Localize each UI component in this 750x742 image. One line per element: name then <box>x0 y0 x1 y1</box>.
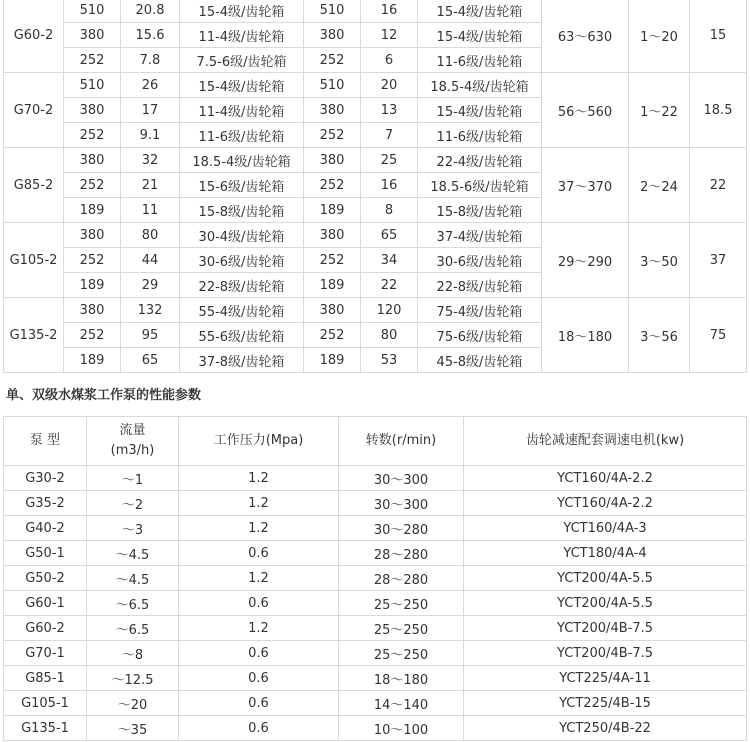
value-cell: 252 <box>304 48 361 73</box>
flow-range-cell: 18～180 <box>542 298 629 373</box>
table-row <box>4 516 747 541</box>
value-cell: 252 <box>304 323 361 348</box>
pressure-range-cell: 1～20 <box>629 0 690 73</box>
table-row <box>4 616 747 641</box>
value-cell: 510 <box>304 0 361 23</box>
value-cell: 80 <box>361 323 418 348</box>
value-cell: 44 <box>121 248 180 273</box>
model-cell: G35-2 <box>4 491 87 516</box>
flow-range-cell: 63～630 <box>542 0 629 73</box>
value-cell: 11-6级/齿轮箱 <box>418 123 542 148</box>
flow-cell: ～6.5 <box>87 616 179 641</box>
value-cell: 252 <box>64 323 121 348</box>
value-cell: 15-4级/齿轮箱 <box>418 23 542 48</box>
motor-cell: YCT160/4A-2.2 <box>464 491 747 516</box>
value-cell: 380 <box>64 23 121 48</box>
value-cell: 18.5-4级/齿轮箱 <box>180 148 304 173</box>
value-cell: 30-6级/齿轮箱 <box>418 248 542 273</box>
table-row <box>4 641 747 666</box>
value-cell: 252 <box>64 248 121 273</box>
model-cell: G135-1 <box>4 716 87 741</box>
value-cell: 80 <box>121 223 180 248</box>
value-cell: 252 <box>64 123 121 148</box>
speed-cell: 10～100 <box>339 716 464 741</box>
pressure-cell: 1.2 <box>179 566 339 591</box>
value-cell: 380 <box>304 23 361 48</box>
motor-cell: YCT160/4A-3 <box>464 516 747 541</box>
speed-cell: 30～300 <box>339 491 464 516</box>
speed-cell: 14～140 <box>339 691 464 716</box>
value-cell: 20.8 <box>121 0 180 23</box>
table-row <box>4 566 747 591</box>
value-cell: 380 <box>304 223 361 248</box>
table-row <box>4 491 747 516</box>
table-row <box>4 541 747 566</box>
table-row <box>4 0 747 23</box>
model-cell: G50-1 <box>4 541 87 566</box>
flow-cell: ～6.5 <box>87 591 179 616</box>
power-cell: 37 <box>690 223 747 298</box>
value-cell: 15-8级/齿轮箱 <box>180 198 304 223</box>
model-cell: G50-2 <box>4 566 87 591</box>
pressure-cell: 1.2 <box>179 491 339 516</box>
flow-cell: ～2 <box>87 491 179 516</box>
value-cell: 8 <box>361 198 418 223</box>
value-cell: 11 <box>121 198 180 223</box>
value-cell: 22 <box>361 273 418 298</box>
value-cell: 22-8级/齿轮箱 <box>180 273 304 298</box>
value-cell: 30-4级/齿轮箱 <box>180 223 304 248</box>
value-cell: 510 <box>64 73 121 98</box>
value-cell: 380 <box>304 98 361 123</box>
value-cell: 16 <box>361 0 418 23</box>
pressure-cell: 1.2 <box>179 516 339 541</box>
power-cell: 15 <box>690 0 747 73</box>
value-cell: 252 <box>304 248 361 273</box>
value-cell: 380 <box>64 223 121 248</box>
value-cell: 11-4级/齿轮箱 <box>180 98 304 123</box>
flow-cell: ～12.5 <box>87 666 179 691</box>
value-cell: 12 <box>361 23 418 48</box>
speed-cell: 25～250 <box>339 591 464 616</box>
value-cell: 15-4级/齿轮箱 <box>418 98 542 123</box>
value-cell: 11-6级/齿轮箱 <box>180 123 304 148</box>
value-cell: 15-4级/齿轮箱 <box>180 73 304 98</box>
value-cell: 9.1 <box>121 123 180 148</box>
motor-cell: YCT225/4A-11 <box>464 666 747 691</box>
value-cell: 11-6级/齿轮箱 <box>418 48 542 73</box>
model-cell: G85-1 <box>4 666 87 691</box>
value-cell: 252 <box>64 173 121 198</box>
table-row <box>4 73 747 98</box>
header-flow <box>87 417 179 466</box>
flow-cell: ～3 <box>87 516 179 541</box>
pressure-range-cell: 1～22 <box>629 73 690 148</box>
speed-cell: 18～180 <box>339 666 464 691</box>
pressure-cell: 0.6 <box>179 666 339 691</box>
value-cell: 22-4级/齿轮箱 <box>418 148 542 173</box>
value-cell: 20 <box>361 73 418 98</box>
value-cell: 15.6 <box>121 23 180 48</box>
flow-range-cell: 37～370 <box>542 148 629 223</box>
value-cell: 17 <box>121 98 180 123</box>
value-cell: 13 <box>361 98 418 123</box>
value-cell: 16 <box>361 173 418 198</box>
value-cell: 380 <box>304 298 361 323</box>
value-cell: 7 <box>361 123 418 148</box>
pump-performance-table-top <box>3 0 747 373</box>
motor-cell: YCT250/4B-22 <box>464 716 747 741</box>
value-cell: 189 <box>64 198 121 223</box>
model-cell: G70-2 <box>4 73 64 148</box>
model-cell: G70-1 <box>4 641 87 666</box>
value-cell: 189 <box>304 348 361 373</box>
speed-cell: 30～280 <box>339 516 464 541</box>
power-cell: 18.5 <box>690 73 747 148</box>
pressure-cell: 0.6 <box>179 591 339 616</box>
value-cell: 252 <box>304 123 361 148</box>
value-cell: 510 <box>64 0 121 23</box>
value-cell: 252 <box>64 48 121 73</box>
pressure-cell: 0.6 <box>179 641 339 666</box>
value-cell: 32 <box>121 148 180 173</box>
header-speed: 转数(r/min) <box>339 417 464 466</box>
flow-range-cell: 56～560 <box>542 73 629 148</box>
speed-cell: 25～250 <box>339 616 464 641</box>
speed-cell: 28～280 <box>339 541 464 566</box>
value-cell: 15-8级/齿轮箱 <box>418 198 542 223</box>
value-cell: 18.5-4级/齿轮箱 <box>418 73 542 98</box>
value-cell: 22-8级/齿轮箱 <box>418 273 542 298</box>
model-cell: G60-2 <box>4 0 64 73</box>
table-header-row <box>4 417 747 466</box>
value-cell: 15-6级/齿轮箱 <box>180 173 304 198</box>
table-row <box>4 591 747 616</box>
value-cell: 380 <box>64 298 121 323</box>
model-cell: G60-1 <box>4 591 87 616</box>
value-cell: 55-6级/齿轮箱 <box>180 323 304 348</box>
flow-cell: ～35 <box>87 716 179 741</box>
value-cell: 45-8级/齿轮箱 <box>418 348 542 373</box>
table-row <box>4 691 747 716</box>
motor-cell: YCT225/4B-15 <box>464 691 747 716</box>
model-cell: G60-2 <box>4 616 87 641</box>
value-cell: 189 <box>304 273 361 298</box>
value-cell: 75-6级/齿轮箱 <box>418 323 542 348</box>
value-cell: 380 <box>304 148 361 173</box>
speed-cell: 30～300 <box>339 466 464 491</box>
table-row <box>4 666 747 691</box>
value-cell: 189 <box>304 198 361 223</box>
motor-cell: YCT180/4A-4 <box>464 541 747 566</box>
pressure-cell: 0.6 <box>179 716 339 741</box>
value-cell: 189 <box>64 348 121 373</box>
motor-cell: YCT160/4A-2.2 <box>464 466 747 491</box>
value-cell: 29 <box>121 273 180 298</box>
value-cell: 34 <box>361 248 418 273</box>
power-cell: 22 <box>690 148 747 223</box>
model-cell: G40-2 <box>4 516 87 541</box>
value-cell: 37-8级/齿轮箱 <box>180 348 304 373</box>
header-motor: 齿轮减速配套调速电机(kw) <box>464 417 747 466</box>
flow-cell: ～4.5 <box>87 566 179 591</box>
value-cell: 132 <box>121 298 180 323</box>
flow-cell: ～1 <box>87 466 179 491</box>
value-cell: 30-6级/齿轮箱 <box>180 248 304 273</box>
pressure-range-cell: 3～50 <box>629 223 690 298</box>
header-flow-line2: (m3/h) <box>110 443 155 458</box>
table-row <box>4 298 747 323</box>
value-cell: 95 <box>121 323 180 348</box>
model-cell: G85-2 <box>4 148 64 223</box>
value-cell: 120 <box>361 298 418 323</box>
value-cell: 55-4级/齿轮箱 <box>180 298 304 323</box>
model-cell: G105-2 <box>4 223 64 298</box>
section-title: 单、双级水煤浆工作泵的性能参数 <box>6 388 202 403</box>
value-cell: 252 <box>304 173 361 198</box>
value-cell: 15-4级/齿轮箱 <box>418 0 542 23</box>
pressure-cell: 1.2 <box>179 466 339 491</box>
pump-parameters-table <box>3 416 747 741</box>
pressure-cell: 1.2 <box>179 616 339 641</box>
value-cell: 53 <box>361 348 418 373</box>
header-flow-line1: 流量 <box>119 423 146 438</box>
flow-cell: ～20 <box>87 691 179 716</box>
value-cell: 380 <box>64 148 121 173</box>
motor-cell: YCT200/4A-5.5 <box>464 591 747 616</box>
value-cell: 189 <box>64 273 121 298</box>
pressure-range-cell: 2～24 <box>629 148 690 223</box>
value-cell: 65 <box>121 348 180 373</box>
value-cell: 18.5-6级/齿轮箱 <box>418 173 542 198</box>
value-cell: 25 <box>361 148 418 173</box>
value-cell: 21 <box>121 173 180 198</box>
model-cell: G135-2 <box>4 298 64 373</box>
motor-cell: YCT200/4B-7.5 <box>464 616 747 641</box>
value-cell: 26 <box>121 73 180 98</box>
pressure-range-cell: 3～56 <box>629 298 690 373</box>
pressure-cell: 0.6 <box>179 541 339 566</box>
table-row <box>4 223 747 248</box>
table-row <box>4 148 747 173</box>
speed-cell: 25～250 <box>339 641 464 666</box>
speed-cell: 28～280 <box>339 566 464 591</box>
flow-cell: ～4.5 <box>87 541 179 566</box>
header-model: 泵 型 <box>4 417 87 466</box>
value-cell: 15-4级/齿轮箱 <box>180 0 304 23</box>
value-cell: 380 <box>64 98 121 123</box>
value-cell: 6 <box>361 48 418 73</box>
table-row <box>4 466 747 491</box>
value-cell: 7.8 <box>121 48 180 73</box>
flow-cell: ～8 <box>87 641 179 666</box>
value-cell: 37-4级/齿轮箱 <box>418 223 542 248</box>
motor-cell: YCT200/4B-7.5 <box>464 641 747 666</box>
value-cell: 7.5-6级/齿轮箱 <box>180 48 304 73</box>
flow-range-cell: 29～290 <box>542 223 629 298</box>
model-cell: G105-1 <box>4 691 87 716</box>
model-cell: G30-2 <box>4 466 87 491</box>
header-pressure: 工作压力(Mpa) <box>179 417 339 466</box>
pressure-cell: 0.6 <box>179 691 339 716</box>
power-cell: 75 <box>690 298 747 373</box>
value-cell: 11-4级/齿轮箱 <box>180 23 304 48</box>
motor-cell: YCT200/4A-5.5 <box>464 566 747 591</box>
value-cell: 75-4级/齿轮箱 <box>418 298 542 323</box>
table-row <box>4 716 747 741</box>
value-cell: 510 <box>304 73 361 98</box>
value-cell: 65 <box>361 223 418 248</box>
